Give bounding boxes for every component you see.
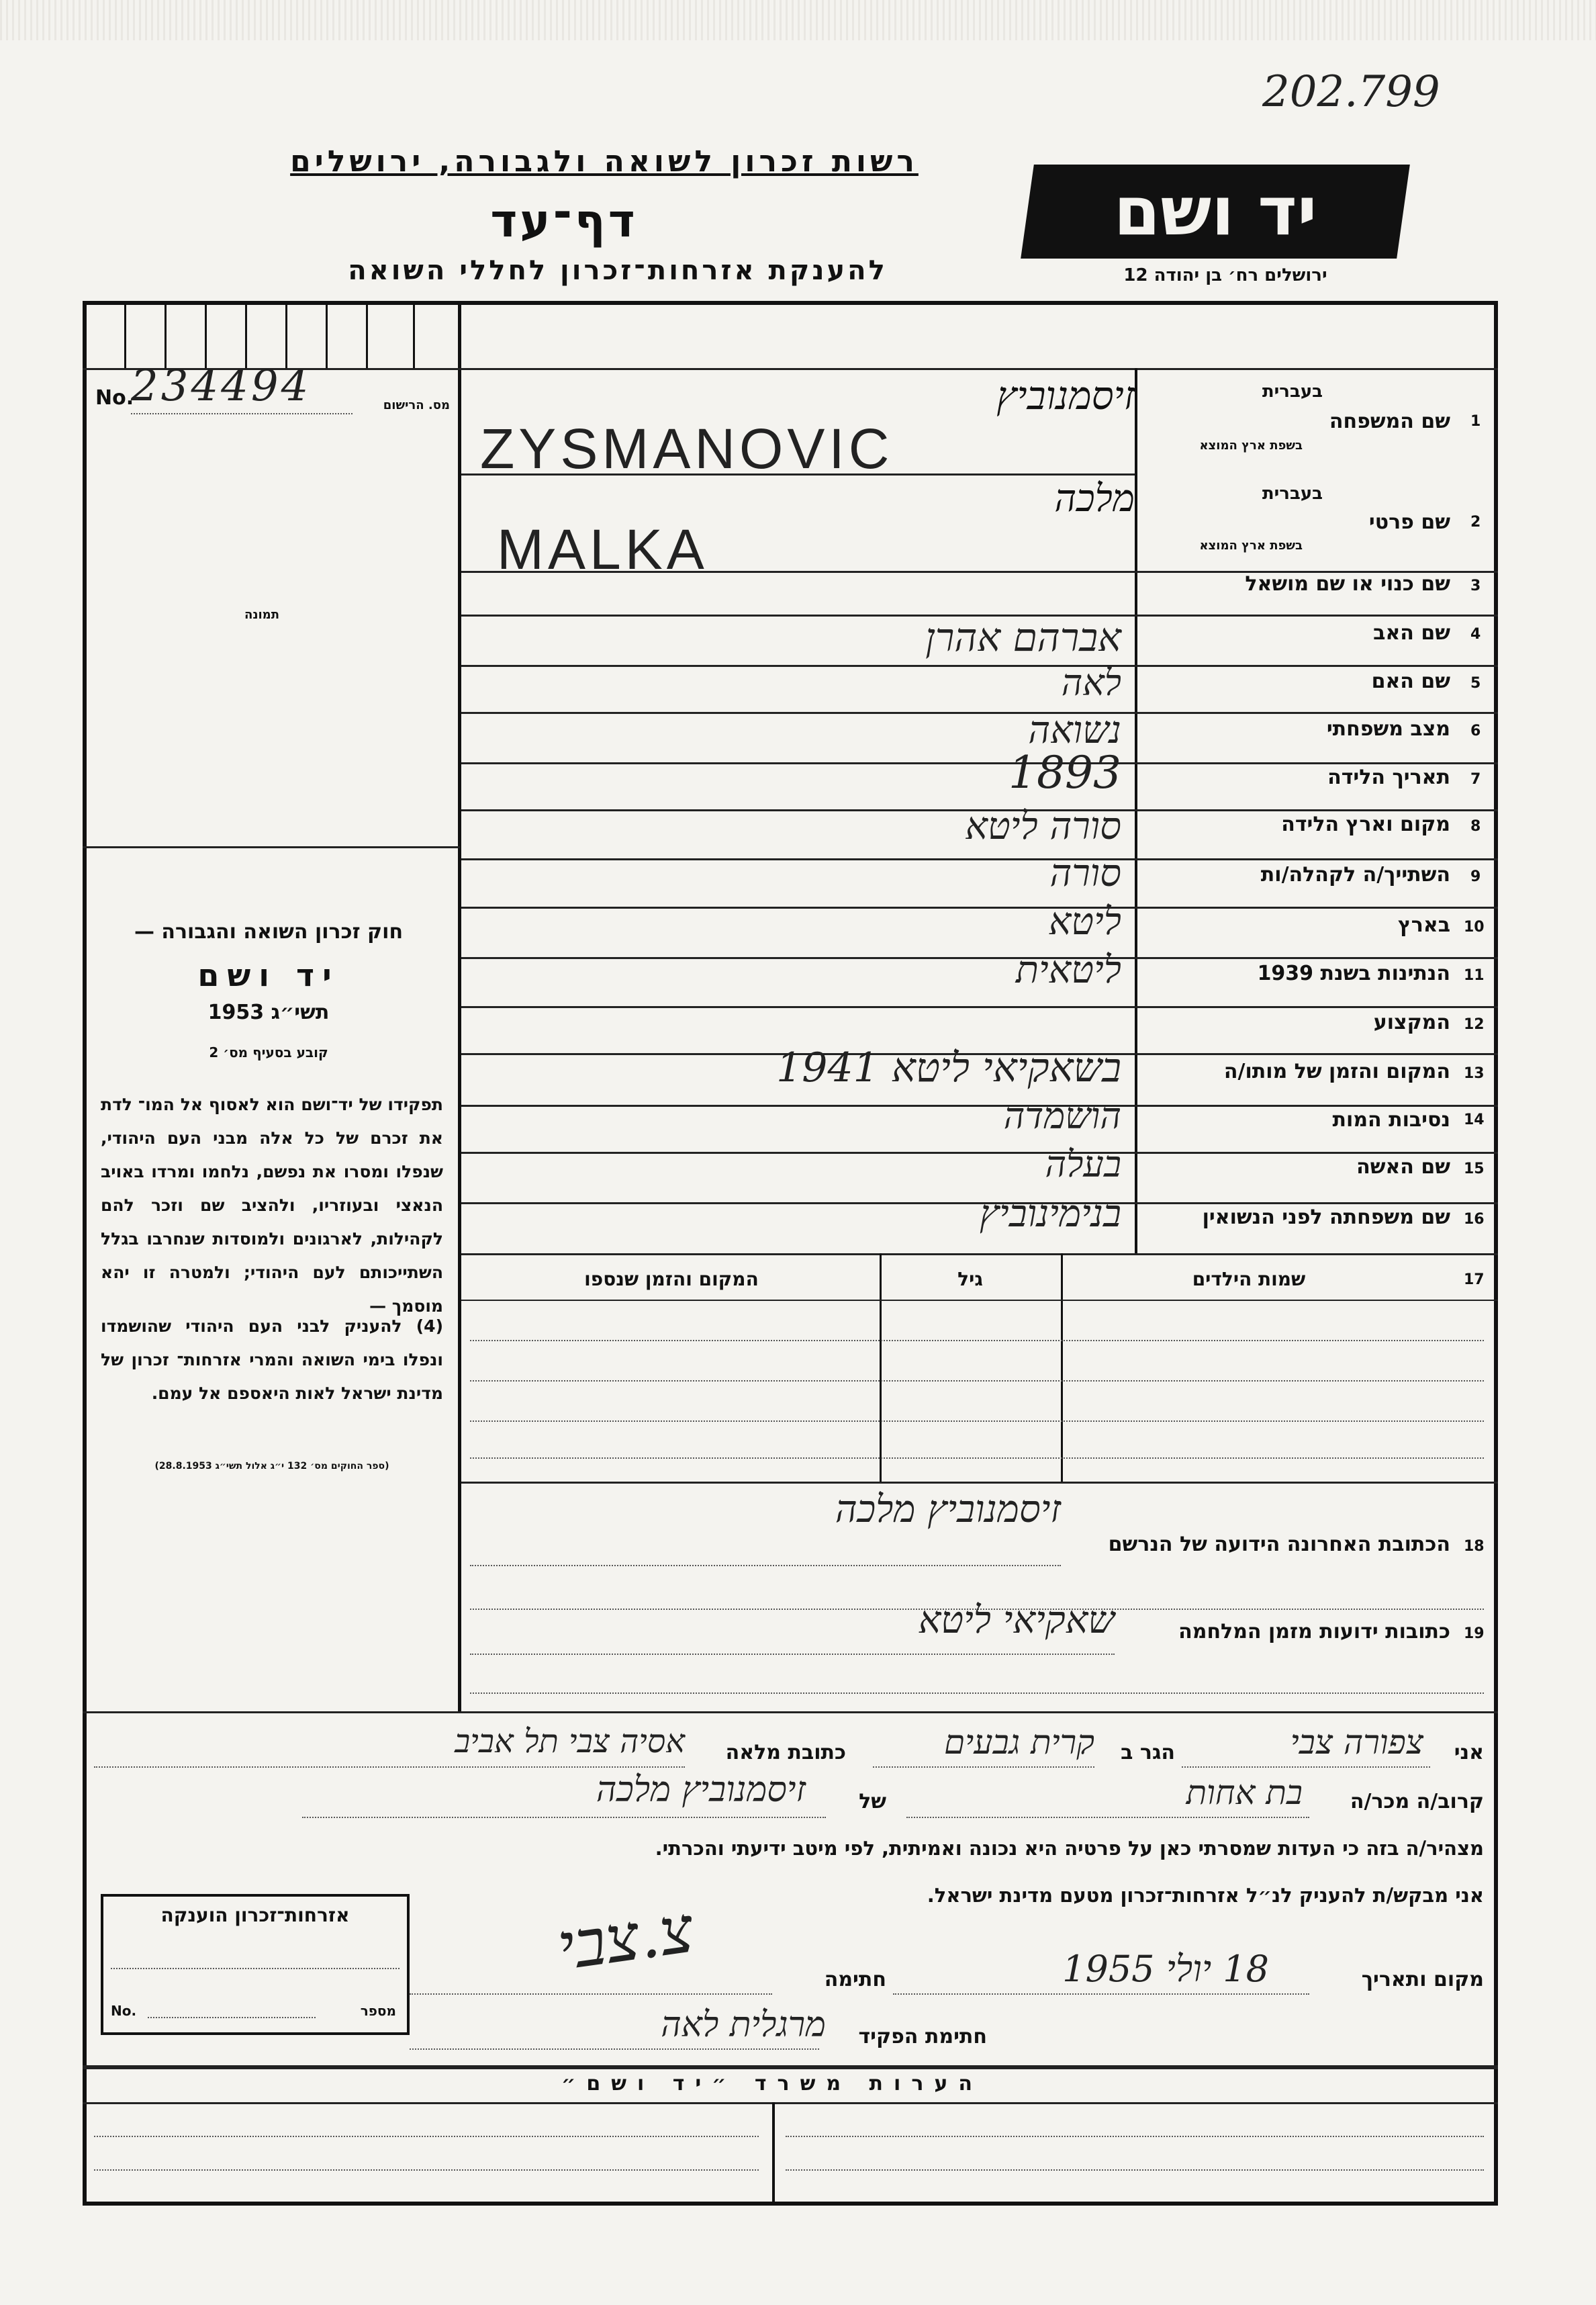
children-col-place: המקום והזמן שנספו bbox=[584, 1268, 759, 1290]
field-6-num: 6 bbox=[1470, 723, 1481, 739]
award-box-no: No. bbox=[111, 2003, 137, 2019]
field-7-num: 7 bbox=[1470, 771, 1481, 788]
photo-label: תמונה bbox=[244, 608, 280, 622]
field-1-num: 1 bbox=[1470, 413, 1481, 430]
law-clause: (4) להעניק לבני העם היהודי שהושמדו ונפלו בימי השואה והמרי אזרחות־ זכרון של מדינת ישראל לאות היאספם אל עמם. bbox=[101, 1316, 443, 1403]
field-14-value: הושמדה bbox=[1003, 1095, 1121, 1137]
field-18-label: הכתובת האחרונה הידועה של הנרשם bbox=[1108, 1533, 1450, 1556]
archive-number: 202.799 bbox=[1262, 67, 1440, 117]
law-year: תשי״ג 1953 bbox=[207, 1001, 330, 1024]
clerk-signature-label: חתימת הפקיד bbox=[858, 2025, 987, 2048]
field-16-num: 16 bbox=[1464, 1211, 1485, 1228]
field-10-num: 10 bbox=[1464, 919, 1485, 936]
field-16-value: בנימינוביץ bbox=[979, 1192, 1121, 1236]
declaration-resides-value: קרית גבעים bbox=[943, 1723, 1094, 1762]
signature-value: צ.צבי bbox=[553, 1891, 698, 1985]
declaration-address-value: אסיה צבי תל אביב bbox=[455, 1723, 685, 1760]
declaration-i-value: צפורה צבי bbox=[1290, 1723, 1423, 1762]
field-15-num: 15 bbox=[1464, 1161, 1485, 1177]
field-1-label: שם המשפחה bbox=[1329, 410, 1450, 433]
field-14-num: 14 bbox=[1464, 1112, 1485, 1128]
field-18-num: 18 bbox=[1464, 1538, 1485, 1555]
field-6-label: מצב משפחתי bbox=[1326, 717, 1450, 741]
field-1-sub-hebrew: בעברית bbox=[1262, 381, 1323, 402]
document-type-title: דף־עד bbox=[490, 195, 638, 248]
field-15-value: בעלה bbox=[1045, 1143, 1121, 1185]
field-2-num: 2 bbox=[1470, 514, 1481, 531]
field-11-num: 11 bbox=[1464, 967, 1485, 984]
field-5-label: שם האם bbox=[1371, 670, 1450, 693]
field-13-label: המקום והזמן של מותו/ה bbox=[1223, 1060, 1450, 1083]
field-18-value: זיסמנוביץ מלכה bbox=[835, 1488, 1061, 1531]
field-7-label: תאריך הלידה bbox=[1327, 766, 1450, 789]
place-date-label: מקום ותאריך bbox=[1361, 1968, 1484, 1991]
logo-address: ירושלים רח׳ בן יהודה 12 bbox=[1123, 265, 1327, 285]
signature-label: חתימה bbox=[824, 1968, 886, 1991]
field-8-value: סורה ליטא bbox=[965, 805, 1121, 848]
field-9-value: סורה bbox=[1049, 852, 1121, 895]
field-11-value: ליטאית bbox=[1015, 948, 1121, 992]
field-13-value: בשאקיאי ליטא 1941 bbox=[776, 1044, 1121, 1091]
office-notes-title: הערות משרד ״יד ושם״ bbox=[561, 2072, 983, 2095]
field-2-sub-hebrew: בעברית bbox=[1262, 484, 1323, 504]
logo-text: יד ושם bbox=[1113, 172, 1317, 251]
scan-noise bbox=[0, 0, 1596, 40]
field-5-value: לאה bbox=[1061, 662, 1121, 704]
field-19-label: כתובות ידועות מזמן המלחמה bbox=[1178, 1620, 1450, 1643]
declaration-statement-1: מצהיר/ה בזה כי העדות שמסרתי כאן על פרטיה היא נכונה ואמיתית, לפי מיטב ידיעתי והכרתי. bbox=[655, 1837, 1484, 1860]
field-10-label: בארץ bbox=[1397, 913, 1450, 937]
field-10-value: ליטא bbox=[1048, 900, 1121, 944]
registration-label: מס. הרישום bbox=[383, 398, 450, 412]
children-num: 17 bbox=[1464, 1271, 1485, 1288]
declaration-statement-2: אני מבקש/ת להעניק לנ״ל אזרחות־זכרון מטעם מדינת ישראל. bbox=[927, 1884, 1484, 1907]
date-value: 18 יולי 1955 bbox=[1062, 1948, 1269, 1990]
document-subtitle: להענקת אזרחות־זכרון לחללי השואה bbox=[348, 255, 888, 286]
declaration-resides-label: הגר ב bbox=[1121, 1741, 1175, 1764]
award-box-title: אזרחות־זכרון הוענקה bbox=[160, 1904, 350, 1926]
declaration-relative-label: קרוב/ה מכר/ה bbox=[1350, 1790, 1484, 1813]
field-1-hebrew-value: זיסמנוביץ bbox=[996, 373, 1135, 418]
registration-number: 234494 bbox=[131, 361, 312, 411]
field-12-label: המקצוע bbox=[1373, 1011, 1450, 1034]
field-9-label: השתייך/ה לקהלה/ות bbox=[1260, 863, 1450, 887]
field-2-origin-value: MALKA bbox=[497, 518, 708, 581]
field-12-num: 12 bbox=[1464, 1016, 1485, 1033]
field-1-sub-origin: בשפת ארץ המוצא bbox=[1199, 439, 1303, 453]
field-19-value: שאקיאי ליטא bbox=[918, 1598, 1115, 1642]
registration-no-prefix: No. bbox=[95, 386, 134, 410]
field-15-label: שם האשה bbox=[1356, 1155, 1450, 1179]
declaration-relative-value: בת אחות bbox=[1186, 1773, 1303, 1812]
field-2-hebrew-value: מלכה bbox=[1054, 477, 1135, 521]
field-13-num: 13 bbox=[1464, 1065, 1485, 1082]
field-1-origin-value: ZYSMANOVIC bbox=[480, 417, 894, 480]
field-19-num: 19 bbox=[1464, 1625, 1485, 1642]
field-5-num: 5 bbox=[1470, 675, 1481, 692]
law-paragraph: תפקידו של יד־ושם הוא לאסוף אל המו־ לדת את זכרם של כל אלה מבני העם היהודי, שנפלו ומסרו את נפשם, נלחמו ומרדו באויב הנאצי ובעוזריו, ולהציב שם וזכר להם לקהילות, לארגונים ולמוסדות שנחרבו בגלל השתייכותם לעם היהודי; ולמטרה זו יהא מוסמך — bbox=[101, 1095, 443, 1316]
field-4-value: אברהם אהרן bbox=[925, 615, 1121, 660]
declaration-of-value: זיסמנוביץ מלכה bbox=[596, 1770, 806, 1810]
field-14-label: נסיבות המות bbox=[1332, 1108, 1450, 1132]
field-9-num: 9 bbox=[1470, 868, 1481, 885]
field-8-num: 8 bbox=[1470, 818, 1481, 835]
declaration-of-label: של bbox=[859, 1790, 886, 1813]
field-6-value: נשואה bbox=[1028, 709, 1121, 752]
law-title: חוק זכרון השואה והגבורה — bbox=[134, 920, 404, 944]
field-3-label: שם כנוי או שם מושאל bbox=[1245, 572, 1450, 596]
award-box-number-label: מספר bbox=[360, 2003, 396, 2019]
field-16-label: שם משפחתה לפני הנשואין bbox=[1202, 1206, 1450, 1229]
field-2-label: שם פרטי bbox=[1368, 510, 1450, 534]
field-2-sub-origin: בשפת ארץ המוצא bbox=[1199, 539, 1303, 553]
children-col-age: גיל bbox=[957, 1268, 983, 1290]
clerk-signature-value: מרגלית לאה bbox=[661, 2005, 826, 2045]
field-3-num: 3 bbox=[1470, 578, 1481, 594]
authority-name: רשות זכרון לשואה ולגבורה, ירושלים bbox=[290, 144, 919, 179]
law-gazette: (ספר החוקים מס׳ 132 י״ג אלול תשי״ג 28.8.1953) bbox=[154, 1461, 389, 1472]
declaration-i-label: אני bbox=[1454, 1741, 1484, 1764]
field-11-label: הנתינות בשנת 1939 bbox=[1257, 962, 1450, 985]
field-7-value: 1893 bbox=[1008, 747, 1121, 799]
declaration-address-label: כתובת מלאה bbox=[725, 1741, 846, 1764]
law-name: יד ושם bbox=[197, 957, 340, 993]
law-section: קובע בסעיף מס׳ 2 bbox=[209, 1044, 328, 1060]
field-8-label: מקום וארץ הלידה bbox=[1281, 813, 1450, 836]
field-4-label: שם האב bbox=[1373, 621, 1450, 645]
field-4-num: 4 bbox=[1470, 626, 1481, 643]
children-col-names: שמות הילדים bbox=[1192, 1268, 1306, 1290]
